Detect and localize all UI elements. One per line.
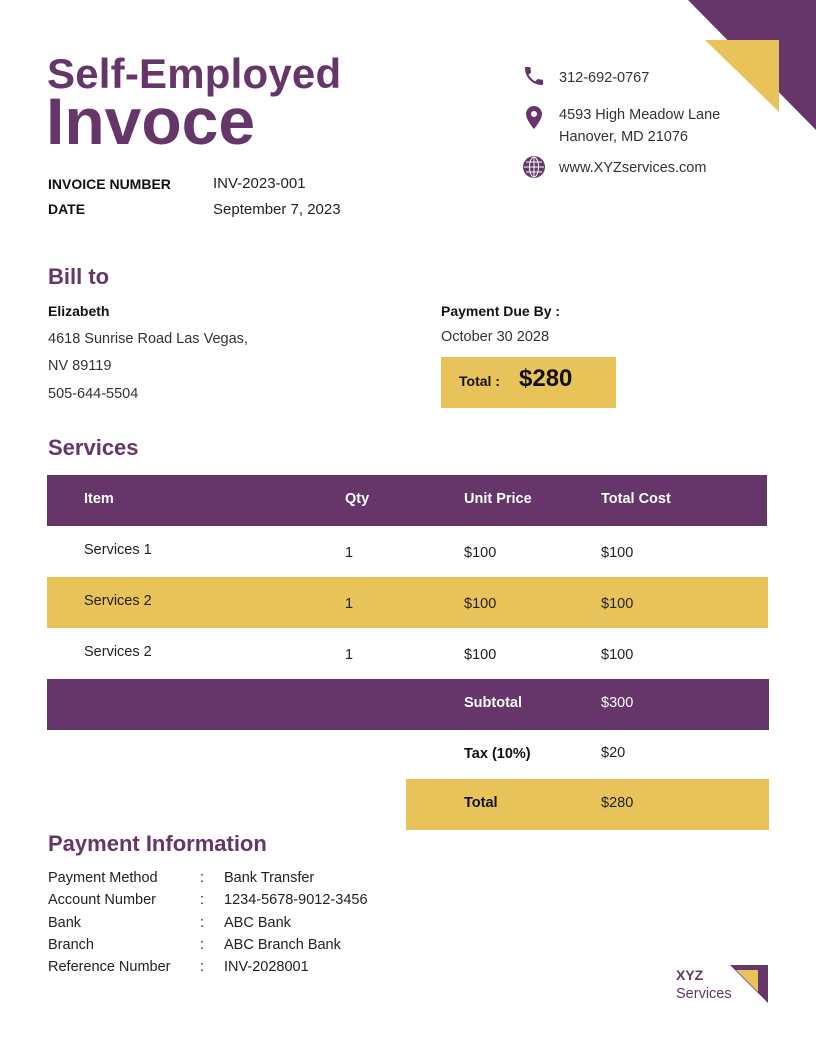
reference-number-label: Reference Number	[48, 959, 171, 975]
contact-phone: 312-692-0767	[559, 70, 650, 86]
bank-value: ABC Bank	[224, 915, 291, 931]
row-qty: 1	[345, 545, 354, 561]
invoice-number-value: INV-2023-001	[213, 175, 306, 192]
phone-icon	[522, 64, 546, 88]
subtotal-label: Subtotal	[464, 695, 522, 711]
row-qty: 1	[345, 596, 354, 612]
payment-separator: :	[200, 959, 205, 975]
contact-website[interactable]: www.XYZservices.com	[559, 160, 707, 176]
payment-separator: :	[200, 870, 205, 886]
date-label: DATE	[48, 201, 86, 217]
total-box-value: $280	[519, 365, 573, 392]
row-total-cost: $100	[601, 545, 634, 561]
payment-due-label: Payment Due By :	[441, 303, 561, 319]
invoice-title-line1: Self-Employed	[47, 50, 342, 97]
date-value: September 7, 2023	[213, 201, 341, 218]
bill-to-title: Bill to	[48, 264, 110, 289]
tax-value: $20	[601, 745, 626, 761]
payment-due-date: October 30 2028	[441, 329, 550, 345]
table-row	[47, 577, 768, 628]
contact-address-line2: Hanover, MD 21076	[559, 129, 688, 145]
header-item: Item	[84, 491, 114, 507]
payment-separator: :	[200, 915, 205, 931]
subtotal-value: $300	[601, 695, 634, 711]
row-item: Services 2	[84, 593, 152, 609]
header-total-cost: Total Cost	[601, 491, 671, 507]
row-qty: 1	[345, 647, 354, 663]
total-highlight-box	[441, 357, 616, 408]
row-total-cost: $100	[601, 647, 634, 663]
grand-total-value: $280	[601, 795, 634, 811]
reference-number-value: INV-2028001	[224, 959, 309, 975]
row-unit-price: $100	[464, 596, 497, 612]
bill-to-phone: 505-644-5504	[48, 386, 139, 402]
account-number-label: Account Number	[48, 892, 156, 908]
brand-tagline: Services	[676, 986, 732, 1002]
table-row	[47, 526, 768, 577]
account-number-value: 1234-5678-9012-3456	[224, 892, 368, 908]
branch-label: Branch	[48, 937, 94, 953]
total-box-label: Total :	[459, 373, 500, 389]
payment-separator: :	[200, 937, 205, 953]
bill-to-name: Elizabeth	[48, 303, 110, 319]
row-unit-price: $100	[464, 545, 497, 561]
tax-label: Tax (10%)	[464, 746, 531, 762]
services-title: Services	[48, 435, 139, 460]
globe-icon	[522, 155, 546, 179]
location-pin-icon	[522, 104, 546, 132]
grand-total-label: Total	[464, 795, 498, 811]
branch-value: ABC Branch Bank	[224, 937, 341, 953]
bank-label: Bank	[48, 915, 82, 931]
payment-info-title: Payment Information	[48, 831, 267, 856]
row-item: Services 2	[84, 644, 152, 660]
bill-to-address-line1: 4618 Sunrise Road Las Vegas,	[48, 331, 248, 347]
subtotal-row	[47, 679, 769, 730]
payment-method-label: Payment Method	[48, 870, 158, 886]
row-total-cost: $100	[601, 596, 634, 612]
bill-to-address-line2: NV 89119	[48, 358, 112, 374]
payment-separator: :	[200, 892, 205, 908]
brand-logo-icon	[730, 965, 768, 1003]
services-table-header	[47, 475, 767, 526]
header-unit-price: Unit Price	[464, 491, 532, 507]
table-row	[47, 628, 768, 679]
invoice-title-line2: Invoce	[46, 84, 256, 158]
row-unit-price: $100	[464, 647, 497, 663]
row-item: Services 1	[84, 542, 152, 558]
contact-address-line1: 4593 High Meadow Lane	[559, 107, 721, 123]
invoice-number-label: INVOICE NUMBER	[48, 176, 171, 192]
grand-total-row	[406, 779, 769, 830]
header-qty: Qty	[345, 491, 370, 507]
payment-method-value: Bank Transfer	[224, 870, 315, 886]
brand-name: XYZ	[676, 967, 704, 983]
